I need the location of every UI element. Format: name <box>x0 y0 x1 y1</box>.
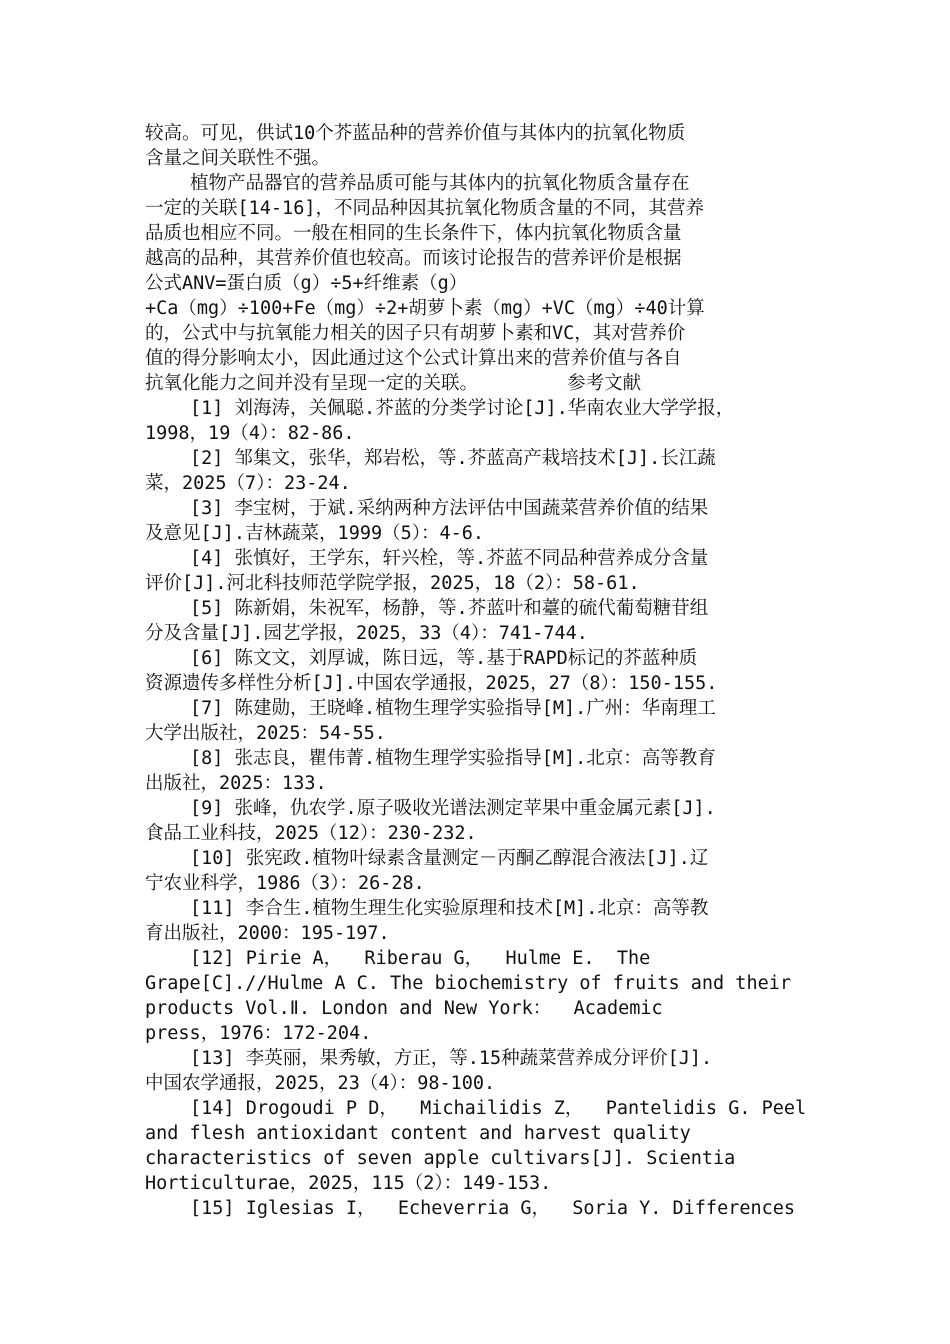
reference-line: [12] Pirie A， Riberau G， Hulme E. The <box>190 948 651 969</box>
text-line: 越高的品种，其营养价值也较高。而该讨论报告的营养评价是根据 <box>145 248 682 269</box>
text-line: 值的得分影响太小，因此通过这个公式计算出来的营养价值与各自 <box>145 348 682 369</box>
reference-line: Horticulturae，2025，115（2）：149-153. <box>145 1173 552 1194</box>
reference-line: 中国农学通报，2025，23（4）：98-100. <box>145 1073 496 1094</box>
reference-line: 1998，19（4）：82-86. <box>145 423 355 444</box>
reference-line: 出版社，2025：133. <box>145 773 327 794</box>
reference-line: 分及含量[J].园艺学报，2025，33（4）：741-744. <box>145 623 588 644</box>
reference-line: products Vol.Ⅱ. London and New York： Academic <box>145 998 663 1019</box>
reference-line: 育出版社，2000：195-197. <box>145 923 390 944</box>
reference-line: [1] 刘海涛，关佩聪.芥蓝的分类学讨论[J].华南农业大学学报， <box>190 398 735 419</box>
reference-line: [8] 张志良，瞿伟菁.植物生理学实验指导[M].北京：高等教育 <box>190 748 716 769</box>
text-line: 公式ANV=蛋白质（g）÷5+纤维素（g） <box>145 273 468 294</box>
text-line: 较高。可见，供试10个芥蓝品种的营养价值与其体内的抗氧化物质 <box>145 123 686 144</box>
text-line: 品质也相应不同。一般在相同的生长条件下，体内抗氧化物质含量 <box>145 223 682 244</box>
text-line: 的，公式中与抗氧能力相关的因子只有胡萝卜素和VC，其对营养价 <box>145 323 686 344</box>
reference-line: [11] 李合生.植物生理生化实验原理和技术[M].北京：高等教 <box>190 898 709 919</box>
reference-line: Grape[C].//Hulme A C. The biochemistry of fruits and their <box>145 973 792 994</box>
text-line: 一定的关联[14-16]，不同品种因其抗氧化物质含量的不同，其营养 <box>145 198 704 219</box>
reference-line: [2] 邹集文，张华，郑岩松，等.芥蓝高产栽培技术[J].长江蔬 <box>190 448 716 469</box>
reference-line: 食品工业科技，2025（12）：230-232. <box>145 823 477 844</box>
text-line: 含量之间关联性不强。 <box>145 148 331 169</box>
reference-line: 大学出版社，2025：54-55. <box>145 723 386 744</box>
reference-line: 资源遗传多样性分析[J].中国农学通报，2025，27（8）：150-155. <box>145 673 718 694</box>
reference-line: [13] 李英丽，果秀敏，方正，等.15种蔬菜营养成分评价[J]. <box>190 1048 713 1069</box>
reference-line: [3] 李宝树，于斌.采纳两种方法评估中国蔬菜营养价值的结果 <box>190 498 709 519</box>
reference-line: press，1976：172-204. <box>145 1023 372 1044</box>
text-line: +Ca（mg）÷100+Fe（mg）÷2+胡萝卜素（mg）+VC（mg）÷40计算 <box>145 298 705 319</box>
text-line: 植物产品器官的营养品质可能与其体内的抗氧化物质含量存在 <box>190 173 690 194</box>
reference-line: and flesh antioxidant content and harvest quality <box>145 1123 691 1144</box>
text-line: 抗氧化能力之间并没有呈现一定的关联。 参考文献 <box>145 373 642 394</box>
reference-line: [7] 陈建勋，王晓峰.植物生理学实验指导[M].广州：华南理工 <box>190 698 716 719</box>
reference-line: 评价[J].河北科技师范学院学报，2025，18（2）：58-61. <box>145 573 640 594</box>
reference-line: [15] Iglesias I， Echeverria G， Soria Y. Differences <box>190 1198 796 1219</box>
reference-line: characteristics of seven apple cultivars[J]. Scientia <box>145 1148 736 1169</box>
reference-line: 宁农业科学，1986（3）：26-28. <box>145 873 425 894</box>
reference-line: [14] Drogoudi P D， Michailidis Z， Pantelidis G. Peel <box>190 1098 807 1119</box>
reference-line: [4] 张慎好，王学东，轩兴栓，等.芥蓝不同品种营养成分含量 <box>190 548 709 569</box>
reference-line: [6] 陈文文，刘厚诚，陈日远，等.基于RAPD标记的芥蓝种质 <box>190 648 698 669</box>
reference-line: 菜，2025（7）：23-24. <box>145 473 351 494</box>
reference-line: [10] 张宪政.植物叶绿素含量测定－丙酮乙醇混合液法[J].辽 <box>190 848 709 869</box>
reference-line: [5] 陈新娟，朱祝军，杨静，等.芥蓝叶和薹的硫代葡萄糖苷组 <box>190 598 709 619</box>
reference-line: 及意见[J].吉林蔬菜，1999（5）：4-6. <box>145 523 485 544</box>
reference-line: [9] 张峰，仇农学.原子吸收光谱法测定苹果中重金属元素[J]. <box>190 798 716 819</box>
